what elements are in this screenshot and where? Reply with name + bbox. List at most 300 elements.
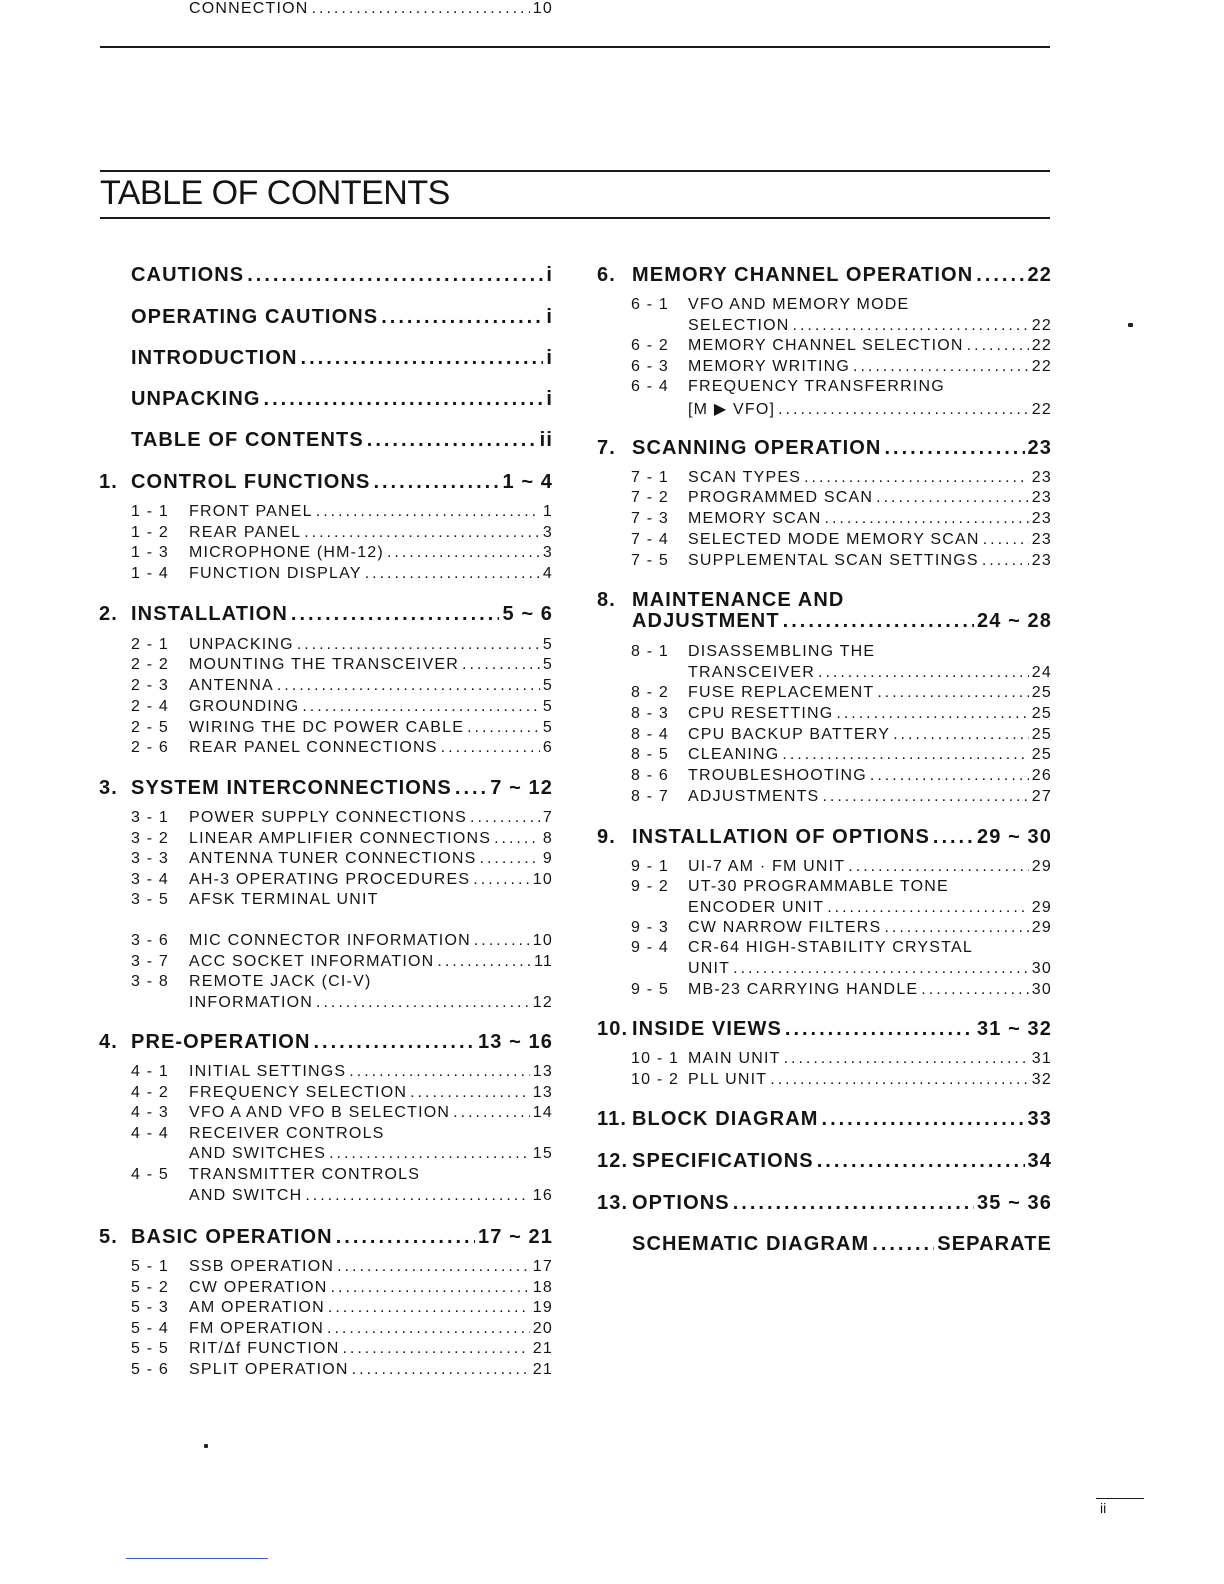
toc-entry-label: SUPPLEMENTAL SCAN SETTINGS xyxy=(688,552,979,569)
toc-entry-number: 3 - 2 xyxy=(131,830,170,847)
toc-entry-label: UNPACKING xyxy=(189,636,294,653)
toc-entry-label: REMOTE JACK (CI-V) xyxy=(189,973,372,990)
toc-dot-leader xyxy=(264,388,544,411)
toc-entry-label: MB-23 CARRYING HANDLE xyxy=(688,981,919,998)
toc-entry-page: 31 xyxy=(1031,1050,1052,1067)
toc-section-entry xyxy=(597,437,1052,460)
toc-entry-number: 2. xyxy=(99,603,118,625)
toc-entry-number: 7 - 5 xyxy=(631,552,670,569)
toc-entry-number: 7 - 1 xyxy=(631,469,670,486)
toc-entry-label: PROGRAMMED SCAN xyxy=(688,489,874,506)
toc-entry-number: 2 - 5 xyxy=(131,719,170,736)
toc-dot-leader xyxy=(349,1063,530,1081)
toc-entry-label: UNPACKING xyxy=(131,388,261,410)
toc-entry-label: MAINTENANCE AND xyxy=(632,589,845,611)
toc-dot-leader xyxy=(381,306,543,329)
toc-dot-leader xyxy=(331,1279,530,1297)
toc-entry-page: i xyxy=(546,264,553,286)
toc-entry-page: 23 xyxy=(1031,469,1052,486)
toc-dot-leader xyxy=(818,664,1029,682)
toc-entry-label: MEMORY SCAN xyxy=(688,510,822,527)
toc-subsection-entry xyxy=(631,767,1052,785)
toc-subsection-entry xyxy=(131,1125,553,1143)
toc-entry-page: 7 xyxy=(542,809,553,826)
toc-dot-leader xyxy=(312,0,530,18)
toc-subsection-entry xyxy=(631,939,1052,957)
toc-entry-label: SELECTION xyxy=(688,317,790,334)
toc-entry-number: 4 - 4 xyxy=(131,1125,170,1142)
toc-entry-page: 23 xyxy=(1031,510,1052,527)
toc-entry-continuation xyxy=(688,899,1052,917)
toc-entry-label: SSB OPERATION xyxy=(189,1258,335,1275)
toc-entry-page: 29 xyxy=(1031,919,1052,936)
toc-entry-number: 3 - 8 xyxy=(131,973,170,990)
toc-dot-leader xyxy=(352,1361,530,1379)
toc-dot-leader xyxy=(822,788,1028,806)
toc-section-entry xyxy=(597,1018,1052,1041)
toc-entry-label: GROUNDING xyxy=(189,698,300,715)
toc-subsection-entry xyxy=(131,503,553,521)
toc-entry-continuation xyxy=(688,960,1052,978)
toc-entry-number: 7. xyxy=(597,437,616,459)
toc-entry-label: CONTROL FUNCTIONS xyxy=(131,471,371,493)
toc-entry-page: 29 xyxy=(1031,858,1052,875)
toc-dot-leader xyxy=(933,826,974,849)
toc-subsection-entry xyxy=(131,1299,553,1317)
toc-entry-label: INSIDE VIEWS xyxy=(632,1018,782,1040)
toc-entry-label: FUNCTION DISPLAY xyxy=(189,565,362,582)
toc-subsection-entry xyxy=(131,1361,553,1379)
toc-subsection-entry xyxy=(131,636,553,654)
toc-entry-label: OPTIONS xyxy=(632,1192,730,1214)
toc-entry-page: 4 xyxy=(542,565,553,582)
toc-section-entry xyxy=(131,264,553,287)
toc-dot-leader xyxy=(884,919,1028,937)
toc-entry-page: 25 xyxy=(1031,746,1052,763)
toc-subsection-entry xyxy=(631,788,1052,806)
toc-dot-leader xyxy=(453,1104,530,1122)
toc-dot-leader xyxy=(301,347,544,370)
toc-entry-label: LINEAR AMPLIFIER CONNECTIONS xyxy=(189,830,492,847)
toc-entry-number: 8 - 5 xyxy=(631,746,670,763)
toc-entry-number: 1 - 1 xyxy=(131,503,170,520)
toc-entry-page: 5 xyxy=(542,698,553,715)
toc-entry-label: TROUBLESHOOTING xyxy=(688,767,867,784)
toc-dot-leader xyxy=(327,1320,530,1338)
toc-entry-page: 34 xyxy=(1027,1150,1052,1172)
toc-entry-page: 25 xyxy=(1031,726,1052,743)
toc-entry-page: 22 xyxy=(1027,264,1052,286)
toc-entry-label: REAR PANEL CONNECTIONS xyxy=(189,739,438,756)
toc-entry-page: 30 xyxy=(1031,981,1052,998)
toc-subsection-entry xyxy=(631,705,1052,723)
toc-dot-leader xyxy=(304,524,540,542)
toc-entry-page: 6 xyxy=(542,739,553,756)
toc-entry-label: RIT/Δf FUNCTION xyxy=(189,1340,340,1357)
toc-subsection-entry xyxy=(131,719,553,737)
toc-entry-page: 15 xyxy=(532,1145,553,1162)
toc-entry-page: 5 xyxy=(542,719,553,736)
toc-entry-number: 8 - 3 xyxy=(631,705,670,722)
toc-entry-page: 22 xyxy=(1031,337,1052,354)
toc-entry-number: 13. xyxy=(597,1192,629,1214)
toc-subsection-entry xyxy=(631,296,1052,314)
toc-dot-leader xyxy=(836,705,1028,723)
toc-entry-label: UT-30 PROGRAMMABLE TONE xyxy=(688,878,949,895)
toc-dot-leader xyxy=(474,932,530,950)
toc-entry-label: SCHEMATIC DIAGRAM xyxy=(632,1233,870,1255)
toc-entry-number: 3. xyxy=(99,777,118,799)
toc-entry-number: 10 - 1 xyxy=(631,1050,680,1067)
toc-entry-number: 3 - 1 xyxy=(131,809,170,826)
toc-entry-number: 4 - 3 xyxy=(131,1104,170,1121)
toc-dot-leader xyxy=(328,1299,530,1317)
toc-entry-number: 8 - 6 xyxy=(631,767,670,784)
toc-dot-leader xyxy=(893,726,1029,744)
toc-section-entry xyxy=(131,429,553,452)
toc-entry-label: SYSTEM INTERCONNECTIONS xyxy=(131,777,452,799)
toc-dot-leader xyxy=(822,1108,1025,1131)
toc-entry-page: 13 xyxy=(532,1084,553,1101)
toc-entry-label: FREQUENCY SELECTION xyxy=(189,1084,408,1101)
toc-dot-leader xyxy=(872,1233,934,1256)
toc-entry-label: TRANSMITTER CONTROLS xyxy=(189,1166,421,1183)
toc-entry-label: CAUTIONS xyxy=(131,264,245,286)
toc-dot-leader xyxy=(785,1018,974,1041)
toc-entry-page: 22 xyxy=(1031,358,1052,375)
toc-entry-label: ANTENNA xyxy=(189,677,274,694)
toc-dot-leader xyxy=(982,552,1029,570)
toc-entry-page: 8 xyxy=(542,830,553,847)
toc-dot-leader xyxy=(733,960,1029,978)
toc-dot-leader xyxy=(314,1031,476,1054)
toc-entry-continuation xyxy=(189,1187,553,1205)
toc-dot-leader xyxy=(884,437,1024,460)
toc-entry-number: 1. xyxy=(99,471,118,493)
toc-dot-leader xyxy=(967,337,1029,355)
toc-entry-number: 3 - 5 xyxy=(131,891,170,908)
toc-entry-page: 24 xyxy=(1031,664,1052,681)
page-number: ii xyxy=(1100,1500,1107,1516)
toc-entry-label: VFO AND MEMORY MODE xyxy=(688,296,910,313)
toc-dot-leader xyxy=(784,1050,1029,1068)
toc-subsection-entry xyxy=(631,552,1052,570)
toc-dot-leader xyxy=(367,429,537,452)
toc-entry-label: CONNECTION xyxy=(189,0,309,17)
toc-dot-leader xyxy=(387,544,540,562)
toc-section-entry xyxy=(597,1150,1052,1173)
toc-subsection-entry xyxy=(631,684,1052,702)
toc-entry-label: OPERATING CAUTIONS xyxy=(131,306,379,328)
toc-subsection-entry xyxy=(631,337,1052,355)
footer-link-line xyxy=(126,1558,268,1559)
toc-dot-leader xyxy=(441,739,540,757)
toc-subsection-entry xyxy=(131,656,553,674)
toc-dot-leader xyxy=(291,603,500,626)
toc-entry-number: 2 - 3 xyxy=(131,677,170,694)
toc-entry-label: [M ▶ VFO] xyxy=(688,401,776,418)
page-number-rule xyxy=(1096,1498,1144,1499)
toc-entry-number: 4. xyxy=(99,1031,118,1053)
toc-dot-leader xyxy=(770,1071,1029,1089)
toc-entry-label: INFORMATION xyxy=(189,994,314,1011)
toc-subsection-entry xyxy=(131,1084,553,1102)
toc-subsection-entry xyxy=(631,378,1052,396)
toc-entry-label: AND SWITCH xyxy=(189,1187,303,1204)
toc-entry-label: UNIT xyxy=(688,960,731,977)
toc-entry-number: 3 - 6 xyxy=(131,932,170,949)
toc-dot-leader xyxy=(853,358,1029,376)
toc-dot-leader xyxy=(410,1084,530,1102)
toc-entry-page: 1 xyxy=(542,503,553,520)
toc-entry-number: 7 - 4 xyxy=(631,531,670,548)
toc-entry-label: PRE-OPERATION xyxy=(131,1031,311,1053)
toc-entry-label: DISASSEMBLING THE xyxy=(688,643,876,660)
toc-entry-label: SPECIFICATIONS xyxy=(632,1150,814,1172)
top-rule xyxy=(100,46,1050,48)
toc-entry-label: ACC SOCKET INFORMATION xyxy=(189,953,435,970)
toc-entry-number: 9 - 1 xyxy=(631,858,670,875)
toc-entry-page: 19 xyxy=(532,1299,553,1316)
toc-dot-leader xyxy=(817,1150,1025,1173)
toc-subsection-entry xyxy=(631,358,1052,376)
toc-dot-leader xyxy=(373,471,499,494)
toc-subsection-entry xyxy=(131,809,553,827)
toc-entry-number: 4 - 5 xyxy=(131,1166,170,1183)
toc-entry-label: AH-3 OPERATING PROCEDURES xyxy=(189,871,471,888)
toc-subsection-entry xyxy=(131,871,553,889)
toc-entry-page: 29 ~ 30 xyxy=(977,826,1052,848)
toc-subsection-entry xyxy=(631,919,1052,937)
toc-dot-leader xyxy=(473,871,530,889)
toc-entry-page: 23 xyxy=(1031,552,1052,569)
toc-entry-page: i xyxy=(546,388,553,410)
toc-entry-label: CR-64 HIGH-STABILITY CRYSTAL xyxy=(688,939,973,956)
toc-dot-leader xyxy=(277,677,540,695)
toc-entry-number: 3 - 7 xyxy=(131,953,170,970)
toc-entry-label: CPU BACKUP BATTERY xyxy=(688,726,891,743)
toc-entry-number: 6 - 2 xyxy=(631,337,670,354)
toc-entry-number: 5 - 4 xyxy=(131,1320,170,1337)
toc-entry-page: i xyxy=(546,347,553,369)
toc-entry-page: 33 xyxy=(1027,1108,1052,1130)
toc-dot-leader xyxy=(329,1145,530,1163)
title-bottom-rule xyxy=(100,217,1050,219)
toc-entry-page: 25 xyxy=(1031,684,1052,701)
toc-entry-label: AFSK TERMINAL UNIT xyxy=(189,891,379,908)
toc-entry-label: CLEANING xyxy=(688,746,780,763)
toc-entry-page: SEPARATE xyxy=(937,1233,1052,1255)
toc-section-entry xyxy=(99,1226,553,1249)
toc-subsection-entry xyxy=(131,544,553,562)
toc-section-entry xyxy=(597,264,1052,287)
toc-subsection-entry xyxy=(631,726,1052,744)
toc-dot-leader xyxy=(455,777,487,800)
toc-subsection-entry xyxy=(131,1279,553,1297)
toc-entry-page: 16 xyxy=(532,1187,553,1204)
toc-entry-page: 7 ~ 12 xyxy=(490,777,553,799)
toc-entry-page: 12 xyxy=(532,994,553,1011)
toc-subsection-entry xyxy=(631,510,1052,528)
toc-entry-number: 3 - 3 xyxy=(131,850,170,867)
toc-dot-leader xyxy=(877,684,1028,702)
toc-entry-page: 3 xyxy=(542,544,553,561)
toc-subsection-entry xyxy=(631,469,1052,487)
toc-subsection-entry xyxy=(631,746,1052,764)
toc-subsection-entry xyxy=(131,830,553,848)
toc-entry-page: 35 ~ 36 xyxy=(977,1192,1052,1214)
toc-subsection-entry xyxy=(631,1071,1052,1089)
toc-entry-label: MEMORY CHANNEL OPERATION xyxy=(632,264,974,286)
toc-dot-leader xyxy=(733,1192,974,1215)
toc-subsection-entry xyxy=(631,1050,1052,1068)
toc-entry-number: 1 - 4 xyxy=(131,565,170,582)
toc-dot-leader xyxy=(782,746,1028,764)
toc-section-entry xyxy=(99,777,553,800)
toc-dot-leader xyxy=(827,899,1029,917)
toc-dot-leader xyxy=(494,830,540,848)
toc-entry-continuation xyxy=(189,0,553,18)
toc-section-entry xyxy=(597,1192,1052,1215)
toc-entry-label: AM OPERATION xyxy=(189,1299,325,1316)
toc-section-entry xyxy=(131,347,553,370)
toc-entry-page: 9 xyxy=(542,850,553,867)
toc-entry-page: 5 xyxy=(542,677,553,694)
toc-entry-label: INSTALLATION OF OPTIONS xyxy=(632,826,930,848)
toc-section-entry xyxy=(99,603,553,626)
toc-entry-number: 10 - 2 xyxy=(631,1071,680,1088)
toc-entry-number: 5 - 1 xyxy=(131,1258,170,1275)
toc-entry-page: i xyxy=(546,306,553,328)
toc-entry-page: 21 xyxy=(532,1340,553,1357)
toc-entry-label: CPU RESETTING xyxy=(688,705,834,722)
toc-section-entry xyxy=(597,589,1052,612)
toc-subsection-entry xyxy=(631,531,1052,549)
toc-subsection-entry xyxy=(131,1258,553,1276)
toc-entry-label: MIC CONNECTOR INFORMATION xyxy=(189,932,471,949)
toc-entry-label: SCAN TYPES xyxy=(688,469,802,486)
toc-entry-number: 9. xyxy=(597,826,616,848)
toc-entry-label: SELECTED MODE MEMORY SCAN xyxy=(688,531,980,548)
toc-dot-leader xyxy=(793,317,1029,335)
toc-dot-leader xyxy=(804,469,1029,487)
toc-section-entry xyxy=(597,1108,1052,1131)
toc-section-entry xyxy=(597,826,1052,849)
toc-entry-number: 5 - 2 xyxy=(131,1279,170,1296)
toc-entry-number: 2 - 4 xyxy=(131,698,170,715)
toc-entry-number: 4 - 1 xyxy=(131,1063,170,1080)
toc-entry-number: 3 - 4 xyxy=(131,871,170,888)
toc-subsection-entry xyxy=(631,489,1052,507)
toc-dot-leader xyxy=(783,610,974,633)
toc-entry-page: 22 xyxy=(1031,317,1052,334)
toc-dot-leader xyxy=(462,656,540,674)
toc-entry-page: 23 xyxy=(1031,489,1052,506)
toc-subsection-entry xyxy=(131,1104,553,1122)
toc-subsection-entry xyxy=(131,1063,553,1081)
toc-dot-leader xyxy=(470,809,540,827)
toc-dot-leader xyxy=(848,858,1029,876)
toc-entry-label: PLL UNIT xyxy=(688,1071,768,1088)
toc-entry-page: 22 xyxy=(1031,401,1052,418)
toc-entry-number: 8 - 1 xyxy=(631,643,670,660)
toc-subsection-entry xyxy=(131,698,553,716)
toc-entry-label: BASIC OPERATION xyxy=(131,1226,333,1248)
toc-entry-number: 4 - 2 xyxy=(131,1084,170,1101)
toc-subsection-entry xyxy=(131,850,553,868)
toc-subsection-entry xyxy=(131,1166,553,1184)
toc-subsection-entry xyxy=(631,878,1052,896)
toc-entry-label: CW NARROW FILTERS xyxy=(688,919,882,936)
toc-entry-label: VFO A AND VFO B SELECTION xyxy=(189,1104,451,1121)
toc-dot-leader xyxy=(976,264,1024,287)
toc-entry-page: 31 ~ 32 xyxy=(977,1018,1052,1040)
toc-entry-continuation xyxy=(189,1145,553,1163)
toc-dot-leader xyxy=(876,489,1029,507)
toc-entry-label: CW OPERATION xyxy=(189,1279,328,1296)
toc-entry-page: 10 xyxy=(532,0,553,17)
toc-entry-number: 8 - 7 xyxy=(631,788,670,805)
scan-speck xyxy=(1128,323,1133,327)
toc-subsection-entry xyxy=(131,973,553,991)
toc-entry-label: REAR PANEL xyxy=(189,524,302,541)
toc-entry-page: 23 xyxy=(1031,531,1052,548)
toc-dot-leader xyxy=(983,531,1029,549)
toc-entry-number: 1 - 3 xyxy=(131,544,170,561)
toc-entry-page: 32 xyxy=(1031,1071,1052,1088)
toc-dot-leader xyxy=(342,1340,529,1358)
toc-subsection-entry xyxy=(131,1320,553,1338)
toc-entry-page: 18 xyxy=(532,1279,553,1296)
toc-subsection-entry xyxy=(131,953,553,971)
toc-entry-label: AND SWITCHES xyxy=(189,1145,327,1162)
toc-dot-leader xyxy=(247,264,543,287)
toc-entry-number: 5 - 5 xyxy=(131,1340,170,1357)
toc-dot-leader xyxy=(778,401,1029,419)
toc-entry-number: 8 - 2 xyxy=(631,684,670,701)
toc-entry-label: SCANNING OPERATION xyxy=(632,437,882,459)
toc-entry-number: 6 - 4 xyxy=(631,378,670,395)
toc-entry-page: 26 xyxy=(1031,767,1052,784)
toc-section-entry xyxy=(99,1031,553,1054)
toc-entry-page: 25 xyxy=(1031,705,1052,722)
toc-dot-leader xyxy=(336,1226,475,1249)
toc-entry-label: MEMORY CHANNEL SELECTION xyxy=(688,337,964,354)
toc-entry-label: INTRODUCTION xyxy=(131,347,298,369)
toc-dot-leader xyxy=(480,850,540,868)
toc-entry-number: 2 - 2 xyxy=(131,656,170,673)
toc-entry-page: ii xyxy=(539,429,553,451)
toc-subsection-entry xyxy=(131,565,553,583)
toc-entry-page: 17 ~ 21 xyxy=(478,1226,553,1248)
toc-entry-label: TABLE OF CONTENTS xyxy=(131,429,364,451)
toc-entry-label: ANTENNA TUNER CONNECTIONS xyxy=(189,850,477,867)
toc-entry-label: MAIN UNIT xyxy=(688,1050,781,1067)
toc-entry-page: 30 xyxy=(1031,960,1052,977)
toc-entry-page: 13 xyxy=(532,1063,553,1080)
toc-entry-label: ADJUSTMENTS xyxy=(688,788,820,805)
toc-section-entry xyxy=(632,1233,1052,1256)
toc-dot-leader xyxy=(316,994,530,1012)
toc-entry-number: 8. xyxy=(597,589,616,611)
toc-dot-leader xyxy=(316,503,540,521)
toc-entry-label: BLOCK DIAGRAM xyxy=(632,1108,819,1130)
toc-entry-number: 8 - 4 xyxy=(631,726,670,743)
toc-entry-number: 2 - 1 xyxy=(131,636,170,653)
toc-section-entry xyxy=(131,388,553,411)
toc-entry-page: 27 xyxy=(1031,788,1052,805)
toc-entry-number: 5. xyxy=(99,1226,118,1248)
